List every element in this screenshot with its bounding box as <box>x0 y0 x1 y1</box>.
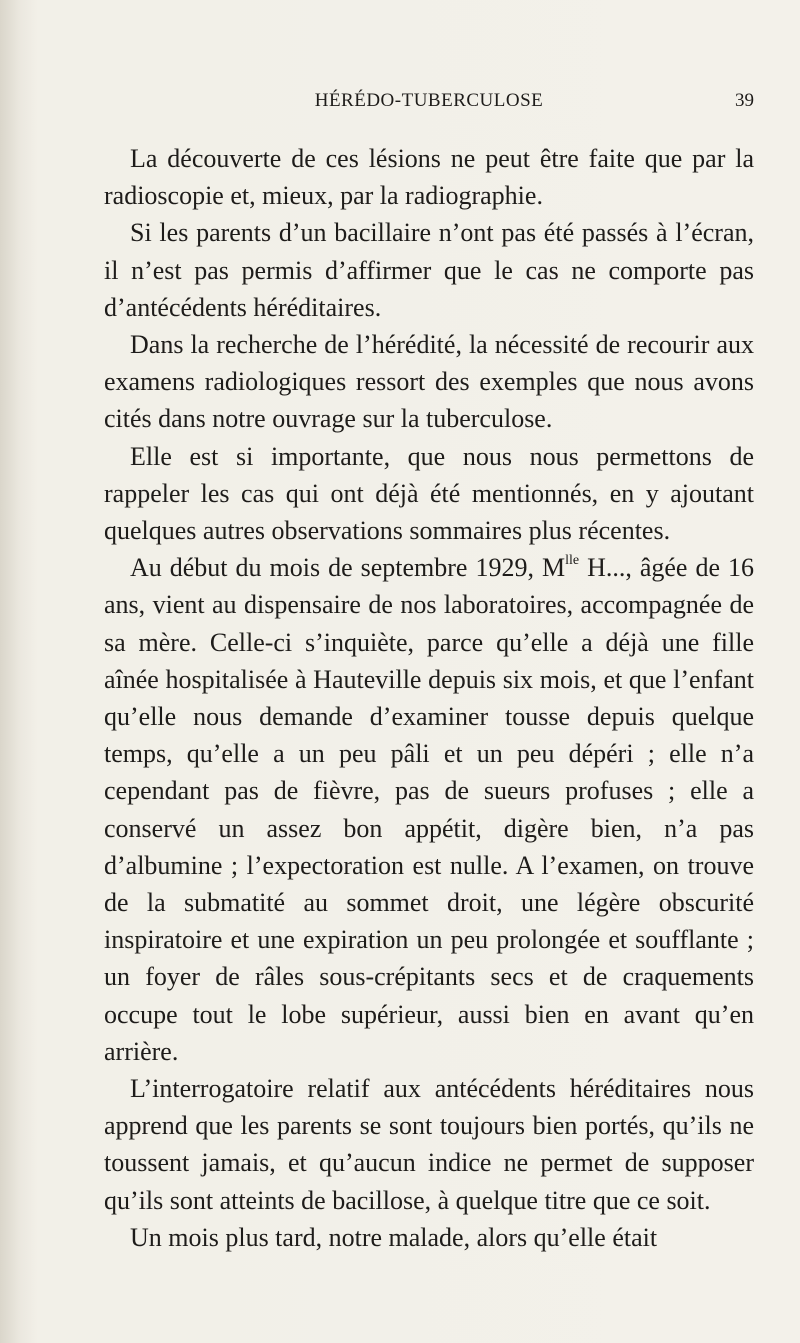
case-text-rest: H..., âgée de 16 ans, vient au dispensaire de nos laboratoires, accompagnée de sa mère. Celle-ci s’inquiète, parce qu’elle a déjà une fille aînée hospitalisée à Hauteville depuis six mois, et que l’enfant qu’elle nous demande d’examiner tousse depuis quelque temps, qu’elle a un peu pâli et un peu dépéri ; elle n’a cependant pas de fièvre, pas de sueurs profuses ; elle a conservé un assez bon appétit, digère bien, n’a pas d’albumine ; l’expectoration est nulle. A l’examen, on trouve de la submatité au sommet droit, une légère obscurité inspiratoire et une expiration un peu prolongée et soufflante ; un foyer de râles sous-crépitants secs et de craquements occupe tout le lobe supérieur, aussi bien en avant qu’en arrière. <box>104 553 754 1066</box>
binding-gutter-shadow <box>0 0 36 1343</box>
paragraph: La découverte de ces lésions ne peut être faite que par la radioscopie et, mieux, par la radiographie. <box>104 144 754 211</box>
paragraph: Dans la recherche de l’hérédité, la nécessité de recourir aux examens radiologiques ressort des exemples que nous avons cités dans notre ouvrage sur la tuberculose. <box>104 330 754 434</box>
paragraph: L’interrogatoire relatif aux antécédents héréditaires nous apprend que les parents se sont toujours bien portés, qu’ils ne toussent jamais, et qu’aucun indice ne permet de supposer qu’ils sont atteints de bacillose, à quelque titre que ce soit. <box>104 1074 754 1215</box>
superscript-abbreviation: lle <box>565 553 580 569</box>
paragraph-case-report <box>104 549 754 1070</box>
case-text-start: Au début du mois de septembre 1929, M <box>130 553 566 583</box>
paragraph: Un mois plus tard, notre malade, alors qu’elle était <box>130 1222 658 1252</box>
paragraph: Elle est si importante, que nous nous permettons de rappeler les cas qui ont déjà été mentionnés, en y ajoutant quelques autres observations sommaires plus récentes. <box>104 441 754 546</box>
running-head <box>104 86 754 116</box>
body-text <box>104 140 754 1256</box>
running-title: HÉRÉDO-TUBERCULOSE <box>314 90 544 111</box>
paragraph: Si les parents d’un bacillaire n’ont pas été passés à l’écran, il n’est pas permis d’affirmer que le cas ne comporte pas d’antécédents héréditaires. <box>104 218 754 322</box>
page-number: 39 <box>735 90 754 111</box>
